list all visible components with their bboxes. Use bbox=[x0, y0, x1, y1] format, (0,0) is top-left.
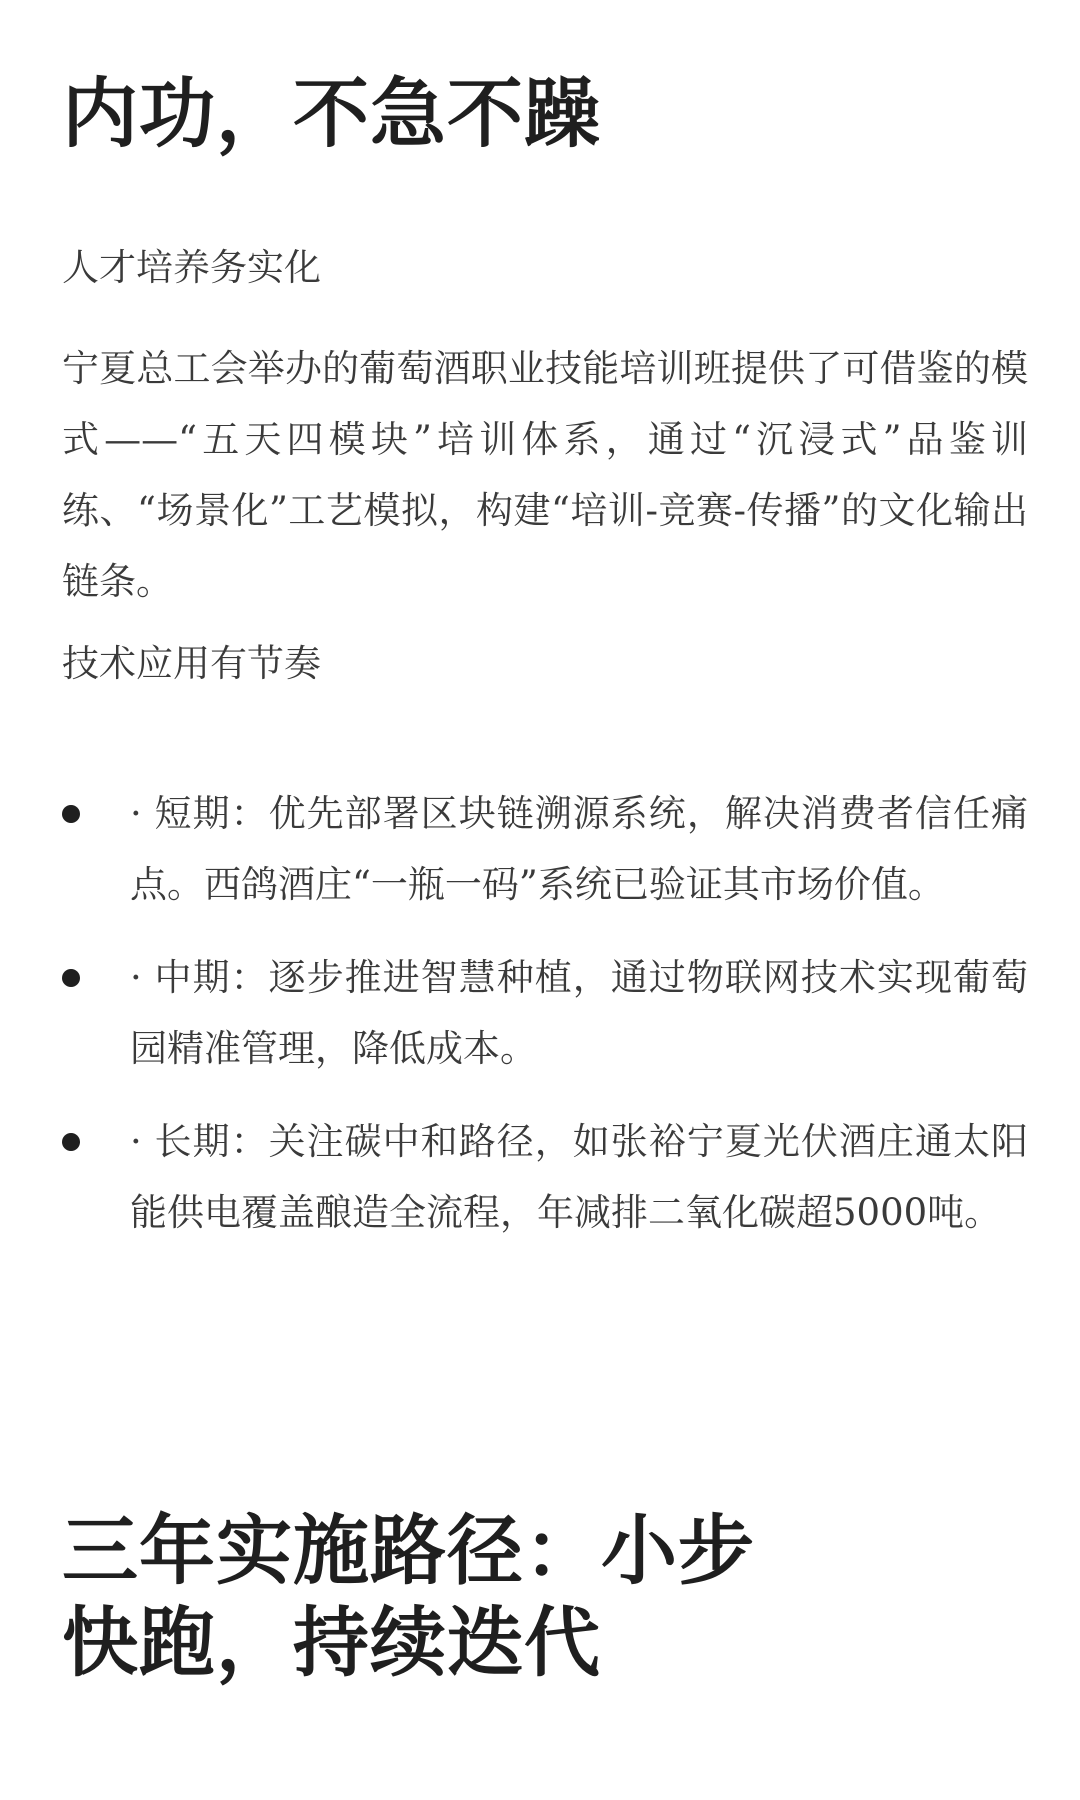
bullet-icon bbox=[62, 805, 80, 823]
paragraph-training-model: 宁夏总工会举办的葡萄酒职业技能培训班提供了可借鉴的模式——“五天四模块”培训体系，通过“沉浸式”品鉴训练、“场景化”工艺模拟，构建“培训-竞赛-传播”的文化输出链条。 bbox=[62, 347, 1028, 603]
subheading-technology-rhythm: 技术应用有节奏 bbox=[62, 642, 321, 685]
list-item-text: · 长期：关注碳中和路径，如张裕宁夏光伏酒庄通太阳能供电覆盖酿造全流程，年减排二氧化碳超5000吨。 bbox=[130, 1120, 1028, 1234]
list-item-text: · 中期：逐步推进智慧种植，通过物联网技术实现葡萄园精准管理，降低成本。 bbox=[130, 956, 1028, 1070]
technology-timeline-list bbox=[62, 778, 1028, 1248]
list-item-long-term bbox=[62, 1106, 1028, 1248]
bullet-icon bbox=[62, 1133, 80, 1151]
subheading-talent-cultivation: 人才培养务实化 bbox=[62, 246, 321, 289]
list-item-mid-term bbox=[62, 942, 1028, 1084]
list-item-text: · 短期：优先部署区块链溯源系统，解决消费者信任痛点。西鸽酒庄“一瓶一码”系统已验证其市场价值。 bbox=[130, 792, 1028, 906]
section-heading-three-year-path: 三年实施路径：小步快跑，持续迭代 bbox=[62, 1506, 755, 1687]
section-heading-inner-strength: 内功，不急不躁 bbox=[62, 69, 601, 158]
bullet-icon bbox=[62, 969, 80, 987]
list-item-short-term bbox=[62, 778, 1028, 920]
